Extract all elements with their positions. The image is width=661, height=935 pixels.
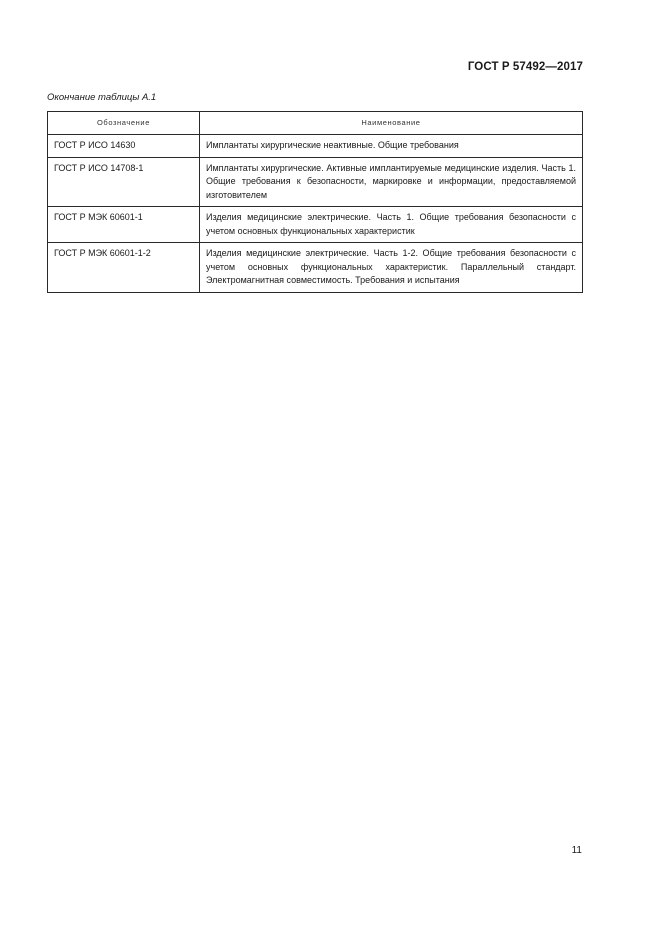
row-name: Имплантаты хирургические. Активные имплантируемые медицинские изделия. Часть 1. Общие требования к безопасности, маркировке и информации, предоставляемой изготовителем xyxy=(200,157,583,207)
column-header-name: Наименование xyxy=(200,112,583,135)
table-row xyxy=(48,157,583,207)
standards-table xyxy=(47,111,583,293)
row-name: Изделия медицинские электрические. Часть 1-2. Общие требования безопасности с учетом основных функциональных характеристик. Параллельный стандарт. Электромагнитная совместимость. Требования и испытания xyxy=(200,243,583,293)
row-designation: ГОСТ Р МЭК 60601-1 xyxy=(48,207,200,243)
document-code: ГОСТ Р 57492—2017 xyxy=(467,61,583,73)
row-designation: ГОСТ Р ИСО 14708-1 xyxy=(48,157,200,207)
table-row xyxy=(48,135,583,158)
column-header-designation: Обозначение xyxy=(48,112,200,135)
row-name: Изделия медицинские электрические. Часть 1. Общие требования безопасности с учетом основных функциональных характеристик xyxy=(200,207,583,243)
table-caption: Окончание таблицы А.1 xyxy=(47,92,157,103)
table-row xyxy=(48,207,583,243)
table-header-row xyxy=(48,112,583,135)
table-row xyxy=(48,243,583,293)
page-number: 11 xyxy=(571,845,582,856)
row-name: Имплантаты хирургические неактивные. Общие требования xyxy=(200,135,583,158)
row-designation: ГОСТ Р ИСО 14630 xyxy=(48,135,200,158)
row-designation: ГОСТ Р МЭК 60601-1-2 xyxy=(48,243,200,293)
